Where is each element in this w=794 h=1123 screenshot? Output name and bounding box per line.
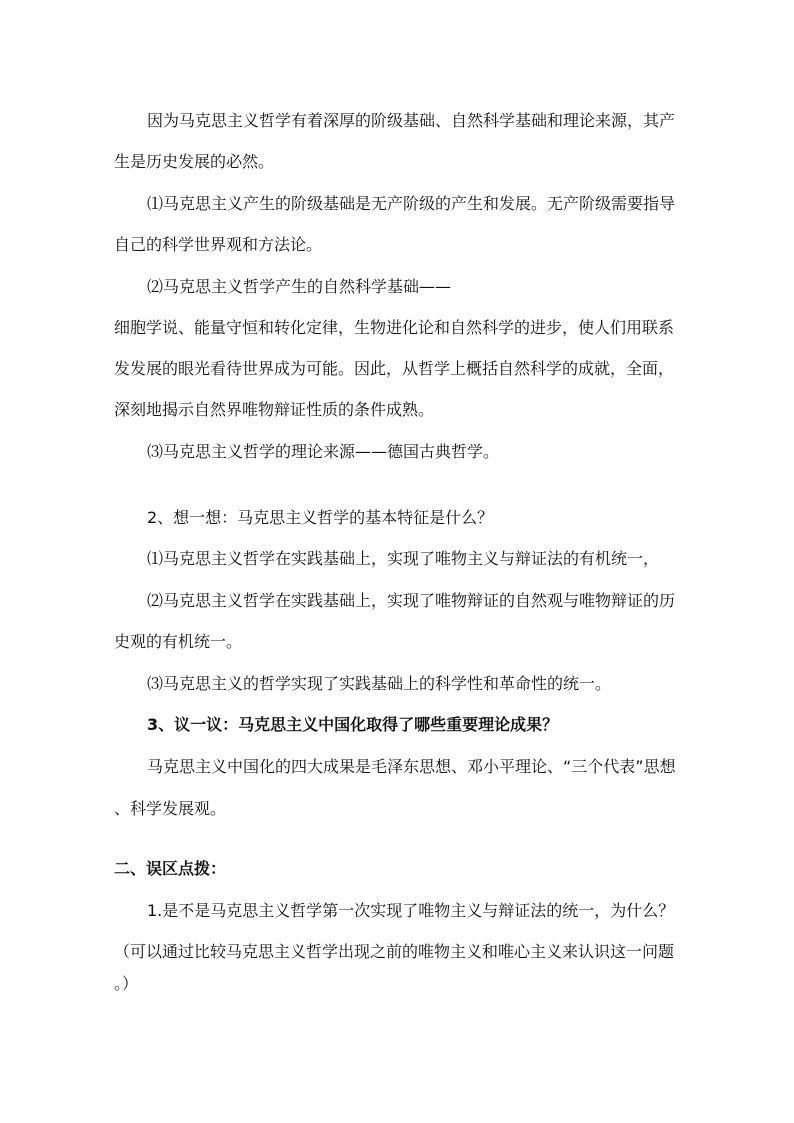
question-line: 2、想一想：马克思主义哲学的基本特征是什么？ [147, 508, 494, 527]
paragraph-line: 发发展的眼光看待世界成为可能。因此，从哲学上概括自然科学的成就，全面， [114, 359, 675, 378]
paragraph-line: ⑶马克思主义的哲学实现了实践基础上的科学性和革命性的统一。 [147, 674, 612, 693]
paragraph-line: ⑵马克思主义哲学产生的自然科学基础—— [147, 277, 452, 296]
question-line: 3、议一议：马克思主义中国化取得了哪些重要理论成果？ [147, 715, 559, 734]
paragraph-line: 深刻地揭示自然界唯物辩证性质的条件成熟。 [114, 400, 435, 419]
paragraph-line: 生是历史发展的必然。 [114, 152, 275, 171]
paragraph-line: （可以通过比较马克思主义哲学出现之前的唯物主义和唯心主义来认识这一问题 [114, 942, 675, 961]
paragraph-line: 。） [114, 974, 139, 993]
paragraph-line: ⑵马克思主义哲学在实践基础上，实现了唯物辩证的自然观与唯物辩证的历 [147, 591, 676, 610]
paragraph-line: 自己的科学世界观和方法论。 [114, 235, 323, 254]
paragraph-line: 马克思主义中国化的四大成果是毛泽东思想、邓小平理论、“三个代表”思想 [147, 757, 676, 776]
paragraph-line: 、科学发展观。 [114, 799, 227, 818]
paragraph-line: 细胞学说、能量守恒和转化定律，生物进化论和自然科学的进步，使人们用联系 [114, 318, 675, 337]
paragraph-line: ⑴马克思主义产生的阶级基础是无产阶级的产生和发展。无产阶级需要指导 [147, 194, 676, 213]
paragraph-line: 因为马克思主义哲学有着深厚的阶级基础、自然科学基础和理论来源，其产 [147, 111, 676, 130]
paragraph-line: 史观的有机统一。 [114, 632, 243, 651]
paragraph-line: ⑶马克思主义哲学的理论来源——德国古典哲学。 [147, 442, 500, 461]
paragraph-line: ⑴马克思主义哲学在实践基础上，实现了唯物主义与辩证法的有机统一， [147, 549, 660, 568]
question-line: 1.是不是马克思主义哲学第一次实现了唯物主义与辩证法的统一，为什么？ [147, 901, 675, 920]
section-heading: 二、误区点拨： [114, 859, 227, 878]
